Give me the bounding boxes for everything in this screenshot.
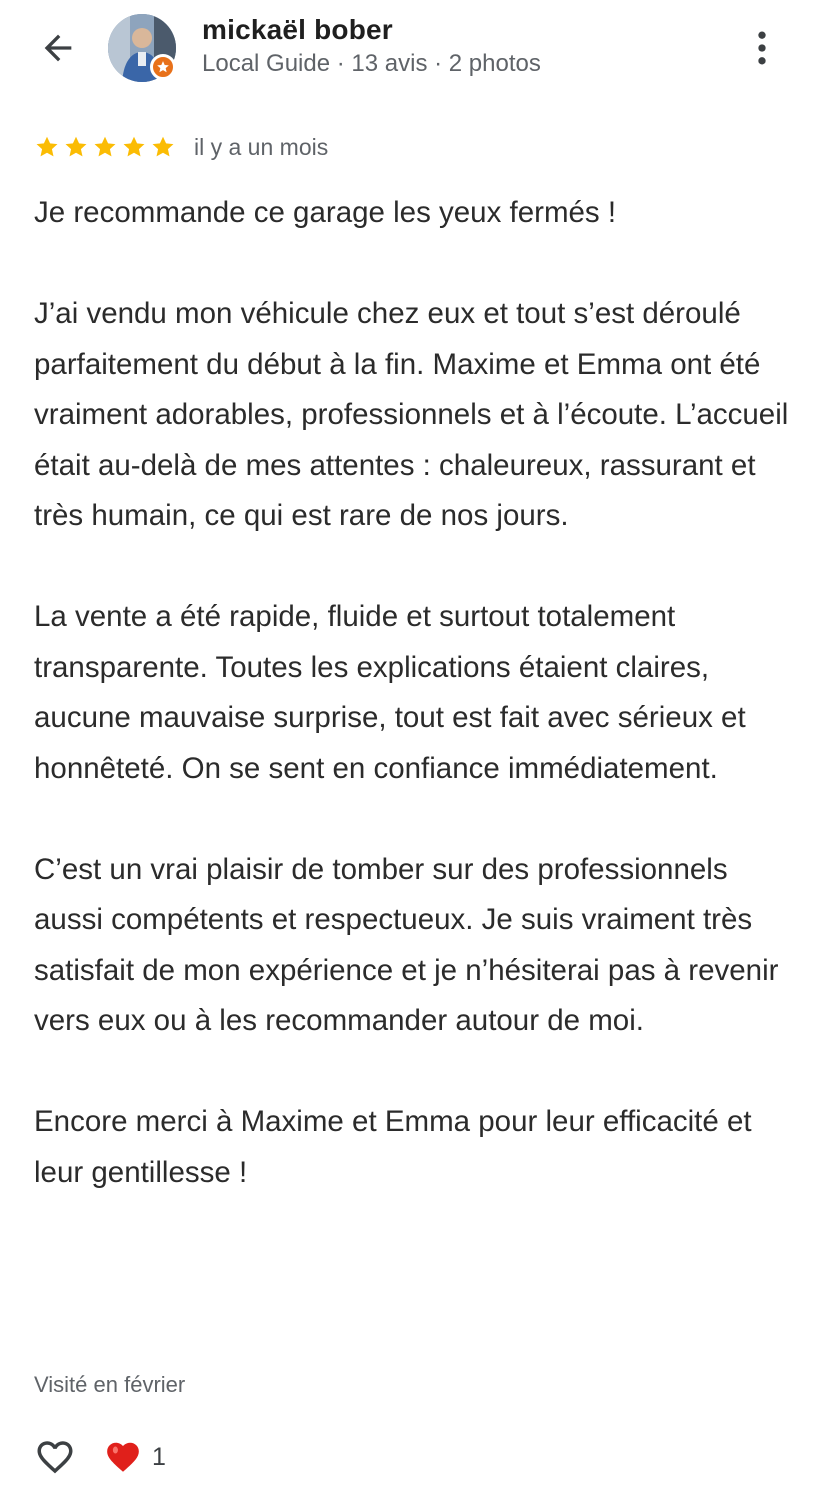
review-text	[34, 188, 794, 1198]
back-button[interactable]	[34, 26, 82, 70]
star-icon	[121, 134, 147, 160]
rating-row	[34, 130, 328, 164]
reaction-summary[interactable]	[104, 1438, 166, 1476]
review-paragraph: Je recommande ce garage les yeux fermés !	[34, 196, 617, 229]
review-paragraph: Encore merci à Maxime et Emma pour leur efficacité et leur gentillesse !	[34, 1105, 752, 1189]
review-paragraph: C’est un vrai plaisir de tomber sur des professionnels aussi compétents et respectueux. Je suis vraiment très satisfait de mon expérience et je n’hésiterai pas à revenir vers eux ou à les recommander autour de moi.	[34, 852, 779, 1037]
reviewer-name[interactable]: mickaël bober	[202, 14, 393, 45]
review-date: il y a un mois	[194, 133, 329, 160]
more-vert-icon	[740, 26, 784, 70]
star-icon	[34, 134, 60, 160]
visited-date: Visité en février	[34, 1372, 186, 1397]
review-actions	[34, 1434, 166, 1480]
review-paragraph: J’ai vendu mon véhicule chez eux et tout s’est déroulé parfaitement du début à la fin. Maxime et Emma ont été vraiment adorables, professionnels et à l’écoute. L’accueil était au-delà de mes attentes : chaleureux, rassurant et très humain, ce qui est rare de nos jours.	[34, 297, 789, 532]
star-rating	[34, 134, 176, 160]
star-icon	[92, 134, 118, 160]
review-header	[0, 0, 820, 100]
star-icon	[63, 134, 89, 160]
reviewer-meta: Local Guide · 13 avis · 2 photos	[202, 50, 541, 77]
arrow-back-icon	[38, 28, 78, 68]
more-options-button[interactable]	[740, 24, 784, 72]
reaction-count: 1	[152, 1442, 166, 1471]
star-icon	[150, 134, 176, 160]
like-button[interactable]	[34, 1436, 76, 1478]
avatar[interactable]	[108, 14, 176, 82]
heart-outline-icon	[34, 1436, 76, 1478]
red-heart-icon	[104, 1438, 142, 1476]
review-paragraph: La vente a été rapide, fluide et surtout totalement transparente. Toutes les explications étaient claires, aucune mauvaise surprise, tout est fait avec sérieux et honnêteté. On se sent en confiance immédiatement.	[34, 600, 746, 785]
local-guide-badge-icon	[150, 54, 176, 80]
